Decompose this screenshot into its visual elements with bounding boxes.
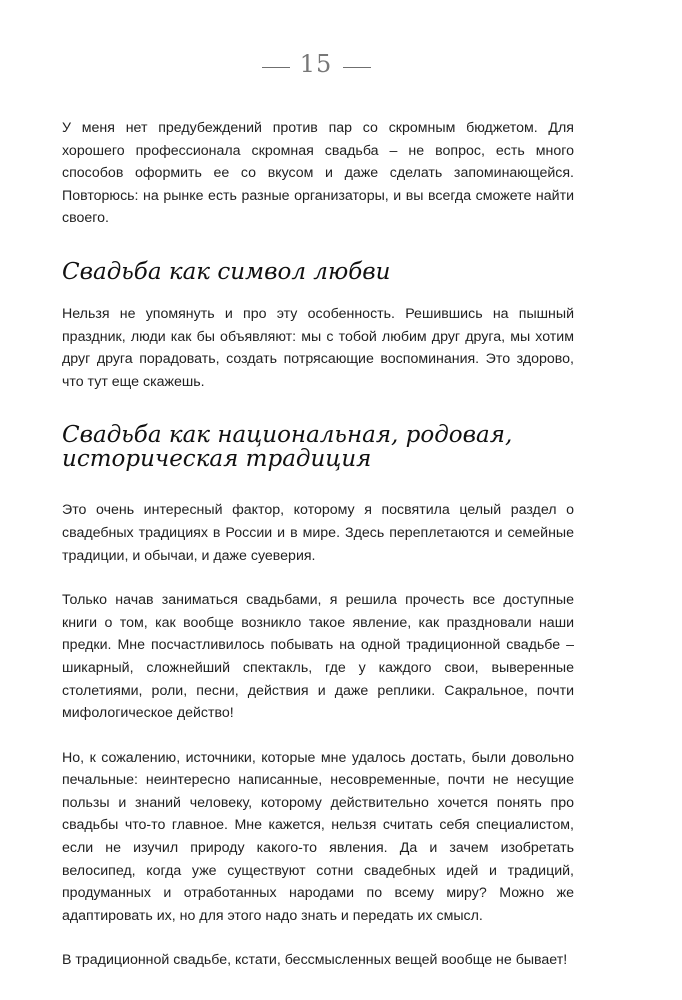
paragraph-tradition-intro: Это очень интересный фактор, которому я посвятила целый раздел о свадебных традициях в России и в мире. Здесь переплетаются и семейные традиции, и обычаи, и даже суеверия. xyxy=(62,502,574,564)
header-rule-left xyxy=(262,67,290,68)
paragraph-budget: У меня нет предубеждений против пар со скромным бюджетом. Для хорошего профессионала скромная свадьба – не вопрос, есть много способов оформить ее со вкусом и даже сделать запоминающейся. Повторюсь: на рынке есть разные организаторы, и вы всегда сможете найти своего. xyxy=(62,120,574,227)
paragraph-conclusion: В традиционной свадьбе, кстати, бессмысленных вещей вообще не бывает! xyxy=(62,952,568,969)
paragraph-love: Нельзя не упомянуть и про эту особенность. Решившись на пышный праздник, люди как бы объявляют: мы с тобой любим друг друга, мы хотим друг друга порадовать, создать потрясающие воспоминания. Это здорово, что тут еще скажешь. xyxy=(62,305,574,390)
section-heading-love: Свадьба как символ любви xyxy=(62,258,391,285)
section-heading-tradition: Свадьба как национальная, родовая, историческая традиция xyxy=(62,422,513,473)
page-header xyxy=(0,50,682,80)
page-number: 15 xyxy=(299,50,333,78)
page-body xyxy=(62,117,574,972)
paragraph-sources: Но, к сожалению, источники, которые мне удалось достать, были довольно печальные: неинтересно написанные, несовременные, почти не несущие пользы и знаний человеку, которому действительно хочется понять про свадьбы что-то главное. Мне кажется, нельзя считать себя специалистом, если не изучил природу какого-то явления. Да и зачем изобретать велосипед, когда уже существуют сотни свадебных идей и традиций, продуманных и отработанных народами по всему миру? Можно же адаптировать их, но для этого надо знать и передать их смысл. xyxy=(62,749,574,924)
header-rule-right xyxy=(343,67,371,68)
paragraph-books: Только начав заниматься свадьбами, я решила прочесть все доступные книги о том, как вообще возникло такое явление, как праздновали наши предки. Мне посчастливилось побывать на одной традиционной свадьбе – шикарный, сложнейший спектакль, где у каждого свои, выверенные столетиями, роли, песни, действия и даже реплики. Сакральное, почти мифологическое действо! xyxy=(62,592,574,722)
